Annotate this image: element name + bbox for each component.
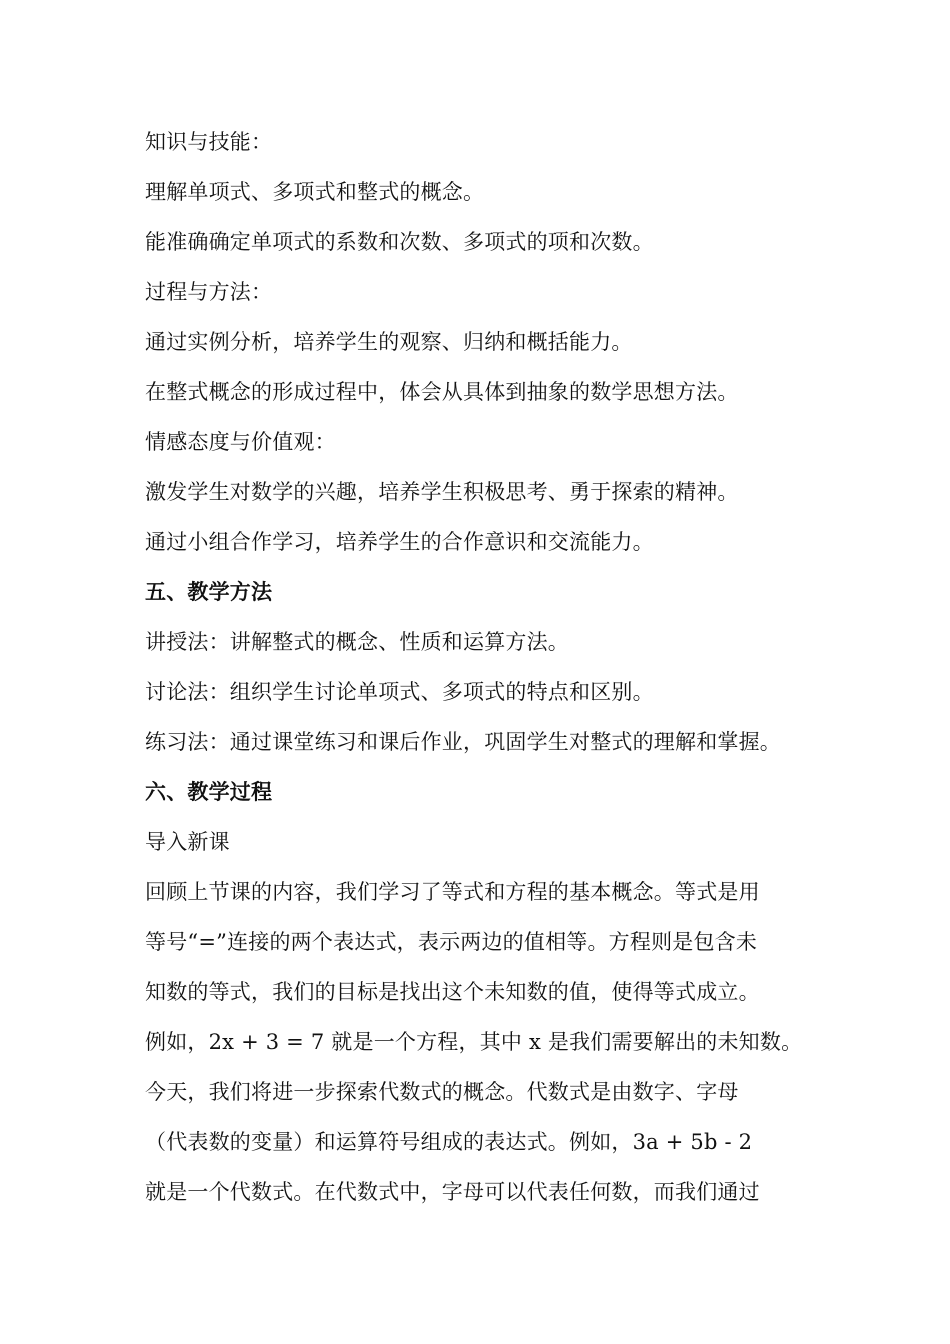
paragraph-line: 能准确确定单项式的系数和次数、多项式的项和次数。 — [145, 230, 654, 254]
subheading-process-method: 过程与方法： — [145, 280, 273, 304]
paragraph-line: 等号“=”连接的两个表达式，表示两边的值相等。方程则是包含未 — [145, 930, 758, 954]
paragraph-line: 练习法：通过课堂练习和课后作业，巩固学生对整式的理解和掌握。 — [145, 730, 781, 754]
paragraph-line: 通过小组合作学习，培养学生的合作意识和交流能力。 — [145, 530, 654, 554]
paragraph-line: 理解单项式、多项式和整式的概念。 — [145, 180, 485, 204]
paragraph-line: （代表数的变量）和运算符号组成的表达式。例如，3a + 5b - 2 — [145, 1130, 753, 1154]
paragraph-line: 通过实例分析，培养学生的观察、归纳和概括能力。 — [145, 330, 633, 354]
paragraph-line: 讨论法：组织学生讨论单项式、多项式的特点和区别。 — [145, 680, 654, 704]
subheading-emotion-values: 情感态度与价值观： — [145, 430, 336, 454]
subheading-knowledge-skills: 知识与技能： — [145, 130, 273, 154]
paragraph-line: 激发学生对数学的兴趣，培养学生积极思考、勇于探索的精神。 — [145, 480, 739, 504]
paragraph-line: 知数的等式，我们的目标是找出这个未知数的值，使得等式成立。 — [145, 980, 760, 1004]
section-heading-teaching-process: 六、教学过程 — [145, 779, 273, 804]
paragraph-line: 讲授法：讲解整式的概念、性质和运算方法。 — [145, 630, 569, 654]
paragraph-line: 在整式概念的形成过程中，体会从具体到抽象的数学思想方法。 — [145, 380, 739, 404]
paragraph-line: 就是一个代数式。在代数式中，字母可以代表任何数，而我们通过 — [145, 1180, 760, 1204]
section-heading-teaching-methods: 五、教学方法 — [145, 579, 273, 604]
paragraph-line: 今天，我们将进一步探索代数式的概念。代数式是由数字、字母 — [145, 1080, 739, 1104]
paragraph-line: 例如，2x + 3 = 7 就是一个方程，其中 x 是我们需要解出的未知数。 — [145, 1030, 803, 1054]
paragraph-line: 回顾上节课的内容，我们学习了等式和方程的基本概念。等式是用 — [145, 880, 760, 904]
subheading-introduction: 导入新课 — [145, 830, 230, 854]
